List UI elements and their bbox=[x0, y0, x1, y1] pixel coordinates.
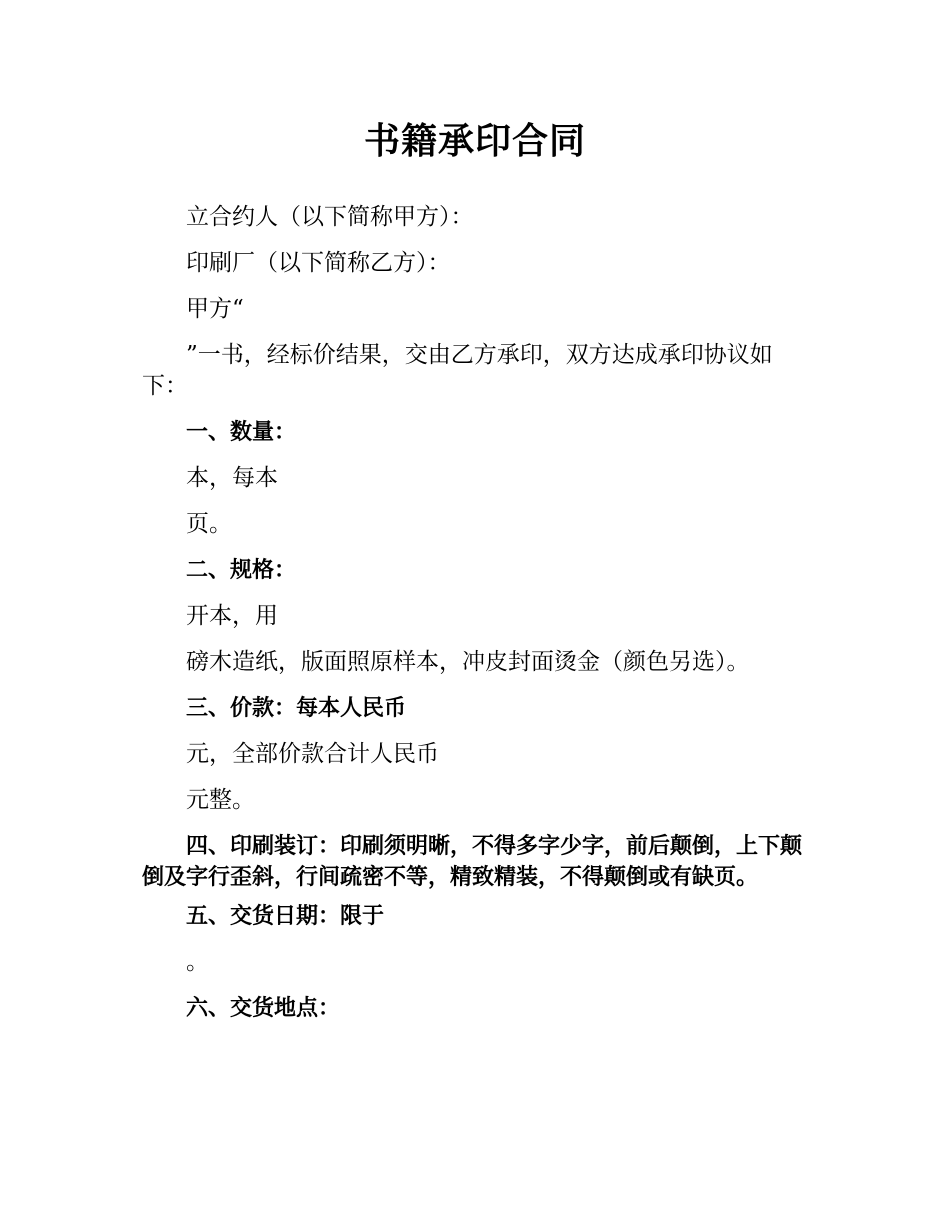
paragraph-spec-paper: 磅木造纸，版面照原样本，冲皮封面烫金（颜色另选）。 bbox=[186, 649, 750, 675]
paragraph-quantity-copies: 本，每本 bbox=[186, 465, 278, 491]
paragraph-spec-format: 开本，用 bbox=[186, 603, 278, 629]
paragraph-agreement-intro: ”一书，经标价结果，交由乙方承印，双方达成承印协议如下： bbox=[142, 342, 773, 399]
paragraph-party-a: 立合约人（以下简称甲方）： bbox=[186, 204, 474, 230]
heading-price: 三、价款：每本人民币 bbox=[186, 696, 407, 721]
heading-quantity: 一、数量： bbox=[186, 420, 297, 445]
document-title: 书籍承印合同 bbox=[363, 121, 586, 162]
paragraph-book-name-open: 甲方“ bbox=[186, 296, 244, 322]
document-body bbox=[142, 202, 812, 1039]
paragraph-quantity-pages: 页。 bbox=[186, 511, 232, 537]
heading-printing-binding: 四、印刷装订：印刷须明晰，不得多字少字，前后颠倒，上下颠倒及字行歪斜，行间疏密不等，精致精装，不得颠倒或有缺页。 bbox=[142, 834, 803, 890]
heading-delivery-location: 六、交货地点： bbox=[186, 996, 341, 1021]
heading-delivery-date: 五、交货日期：限于 bbox=[186, 904, 385, 929]
paragraph-price-total: 元，全部价款合计人民币 bbox=[186, 741, 439, 767]
heading-specification: 二、规格： bbox=[186, 558, 297, 583]
paragraph-party-b: 印刷厂（以下简称乙方）： bbox=[186, 250, 451, 276]
paragraph-delivery-date-end: 。 bbox=[186, 949, 209, 975]
paragraph-price-end: 元整。 bbox=[186, 787, 255, 813]
